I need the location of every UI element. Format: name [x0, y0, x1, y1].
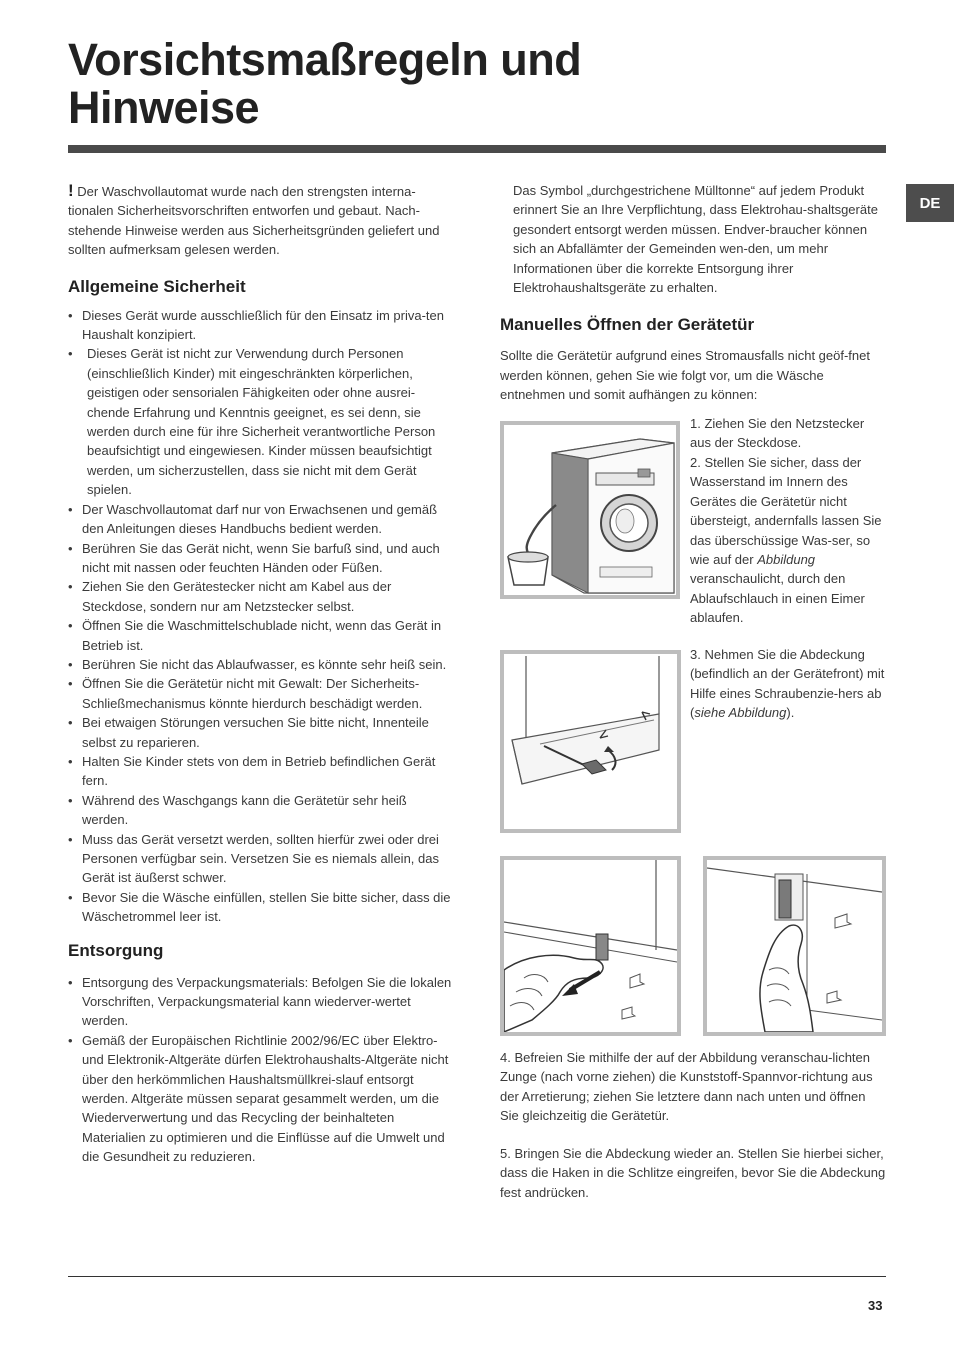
language-tab-label: DE: [919, 194, 941, 212]
step3-text-pre: 3. Nehmen Sie die Abdeckung (befindlich an der Gerätefront) mit Hilfe eines Schraubenzie-hers ab (: [690, 647, 885, 721]
hand-pull-tongue-illustration: [504, 860, 677, 1032]
step1-text: 1. Ziehen Sie den Netzstecker aus der Steckdose.: [690, 416, 865, 451]
list-item: • Der Waschvollautomat darf nur von Erwachsenen und gemäß den Anleitungen dieses Handbuchs bedient werden.: [68, 500, 456, 539]
step3-text-emphasis: siehe Abbildung: [694, 705, 787, 721]
list-item: • Gemäß der Europäischen Richtlinie 2002/96/EC über Elektro- und Elektronik-Altgeräte dürfen Elektrohaushalts-Altgeräte nicht über den herkömmlichen Haushaltsmüllkrei-slauf entsorgt werden. Altgeräte müssen separat gesammelt werden, um die Wiederverwertung und das Recycling der beinhalteten Materialien zu optimieren und die Einflüsse auf die Umwelt und die Gesundheit zu reduzieren.: [68, 1031, 456, 1167]
footer-rule: [68, 1276, 886, 1277]
hand-hold-tab-illustration: [707, 860, 882, 1032]
list-item: • Bei etwaigen Störungen versuchen Sie bitte nicht, Innenteile selbst zu reparieren.: [68, 713, 456, 752]
manual-door-intro: Sollte die Gerätetür aufgrund eines Stromausfalls nicht geöf-fnet werden können, gehen Sie wie folgt vor, um die Wäsche entnehmen und somit aufhängen zu können:: [500, 348, 870, 403]
step2-text-emphasis: Abbildung: [757, 552, 816, 568]
title-line-2: Hinweise: [68, 82, 260, 133]
step2-text: [690, 453, 886, 628]
list-item: • Öffnen Sie die Gerätetür nicht mit Gewalt: Der Sicherheits-Schließmechanismus könnte hierdurch beschädigt werden.: [68, 674, 456, 713]
page-number: 33: [868, 1298, 883, 1313]
title-rule: [68, 145, 886, 153]
intro-paragraph: [68, 181, 456, 260]
list-item: • Halten Sie Kinder stets von dem in Betrieb befindlichen Gerät fern.: [68, 752, 456, 791]
step2-text-post: veranschaulicht, durch den Ablaufschlauch in einen Eimer ablaufen.: [690, 571, 865, 626]
step3-text-post: ).: [786, 705, 795, 721]
warning-mark-icon: !: [68, 181, 74, 200]
manual-door-heading: Manuelles Öffnen der Gerätetür: [500, 315, 755, 335]
figure-remove-cover: [500, 650, 681, 833]
washing-machine-drain-illustration: [504, 425, 676, 595]
general-safety-list: [68, 306, 456, 927]
list-item: • Dieses Gerät wurde ausschließlich für den Einsatz im priva-ten Haushalt konzipiert.: [68, 306, 456, 345]
disposal-heading: Entsorgung: [68, 940, 164, 960]
list-item: • Berühren Sie das Gerät nicht, wenn Sie barfuß sind, und auch nicht mit nassen oder feuchten Händen oder Füßen.: [68, 539, 456, 578]
right-column: [500, 181, 886, 405]
general-safety-heading: Allgemeine Sicherheit: [68, 276, 246, 296]
step2-text-pre: 2. Stellen Sie sicher, dass der Wasserstand im Innern des Gerätes die Gerätetür nicht übersteigt, andernfalls lassen Sie das überschüssige Was-ser, so wie auf der: [690, 455, 882, 568]
step4-text: 4. Befreien Sie mithilfe der auf der Abbildung veranschau-lichten Zunge (nach vorne ziehen) die Kunststoff-Spannvor-richtung aus der Arretierung; ziehen Sie letztere dann nach unten und öffnen Sie gleichzeitig die Gerätetür.: [500, 1050, 873, 1124]
screwdriver-cover-illustration: [504, 654, 677, 829]
symbol-paragraph: Das Symbol „durchgestrichene Mülltonne“ auf jedem Produkt erinnert Sie an Ihre Verpflichtung, dass Elektrohau-shaltsgeräte gesondert entsorgt werden müssen. Endver-braucher können sich an Abfallämter der Gemeinden wen-den, um mehr Informationen über die korrekte Entsorgung ihrer Elektrohaushaltsgeräte zu erhalten.: [513, 183, 878, 296]
language-tab: [906, 184, 954, 222]
list-item: • Dieses Gerät ist nicht zur Verwendung durch Personen (einschließlich Kinder) mit eingeschränkten körperlichen, geistigen oder sensorialen Fähigkeiten oder ohne ausrei-chende Erfahrung und Kenntnis geeignet, es sei denn, sie werden durch eine für ihre Sicherheit verantwortliche Person beaufsichtigt und eingewiesen. Kinder müssen beaufsichtigt werden, um sicherzustellen, dass sie nicht mit dem Gerät spielen.: [68, 344, 456, 499]
figure-drain-water: [500, 421, 680, 599]
list-item: • Öffnen Sie die Waschmittelschublade nicht, wenn das Gerät in Betrieb ist.: [68, 616, 456, 655]
list-item: • Entsorgung des Verpackungsmaterials: Befolgen Sie die lokalen Vorschriften, Verpackungsmaterial kann wiederver-wertet werden.: [68, 973, 456, 1031]
list-item: • Während des Waschgangs kann die Gerätetür sehr heiß werden.: [68, 791, 456, 830]
step5-text: 5. Bringen Sie die Abdeckung wieder an. Stellen Sie hierbei sicher, dass die Haken in die Schlitze eingreifen, bevor Sie die Abdeckung fest andrücken.: [500, 1146, 886, 1200]
left-column: [68, 181, 456, 1167]
step3-text: [690, 645, 886, 723]
list-item: • Bevor Sie die Wäsche einfüllen, stellen Sie bitte sicher, dass die Wäschetrommel leer ist.: [68, 888, 456, 927]
page-title: [68, 36, 768, 132]
figure-pull-tongue: [500, 856, 681, 1036]
list-item: • Ziehen Sie den Gerätestecker nicht am Kabel aus der Steckdose, sondern nur am Netzstecker selbst.: [68, 577, 456, 616]
title-line-1: Vorsichtsmaßregeln und: [68, 34, 582, 85]
disposal-list: [68, 973, 456, 1167]
intro-text: Der Waschvollautomat wurde nach den strengsten interna-tionalen Sicherheitsvorschriften entworfen und gebaut. Nach-stehende Hinweise werden aus Sicherheitsgründen geliefert und sollten aufmerksam gelesen werden.: [68, 184, 440, 258]
list-item: • Berühren Sie nicht das Ablaufwasser, es könnte sehr heiß sein.: [68, 655, 456, 674]
figure-hold-tab: [703, 856, 886, 1036]
list-item: • Muss das Gerät versetzt werden, sollten hierfür zwei oder drei Personen verfügbar sein. Versetzen Sie es niemals allein, das Gerät ist äußerst schwer.: [68, 830, 456, 888]
